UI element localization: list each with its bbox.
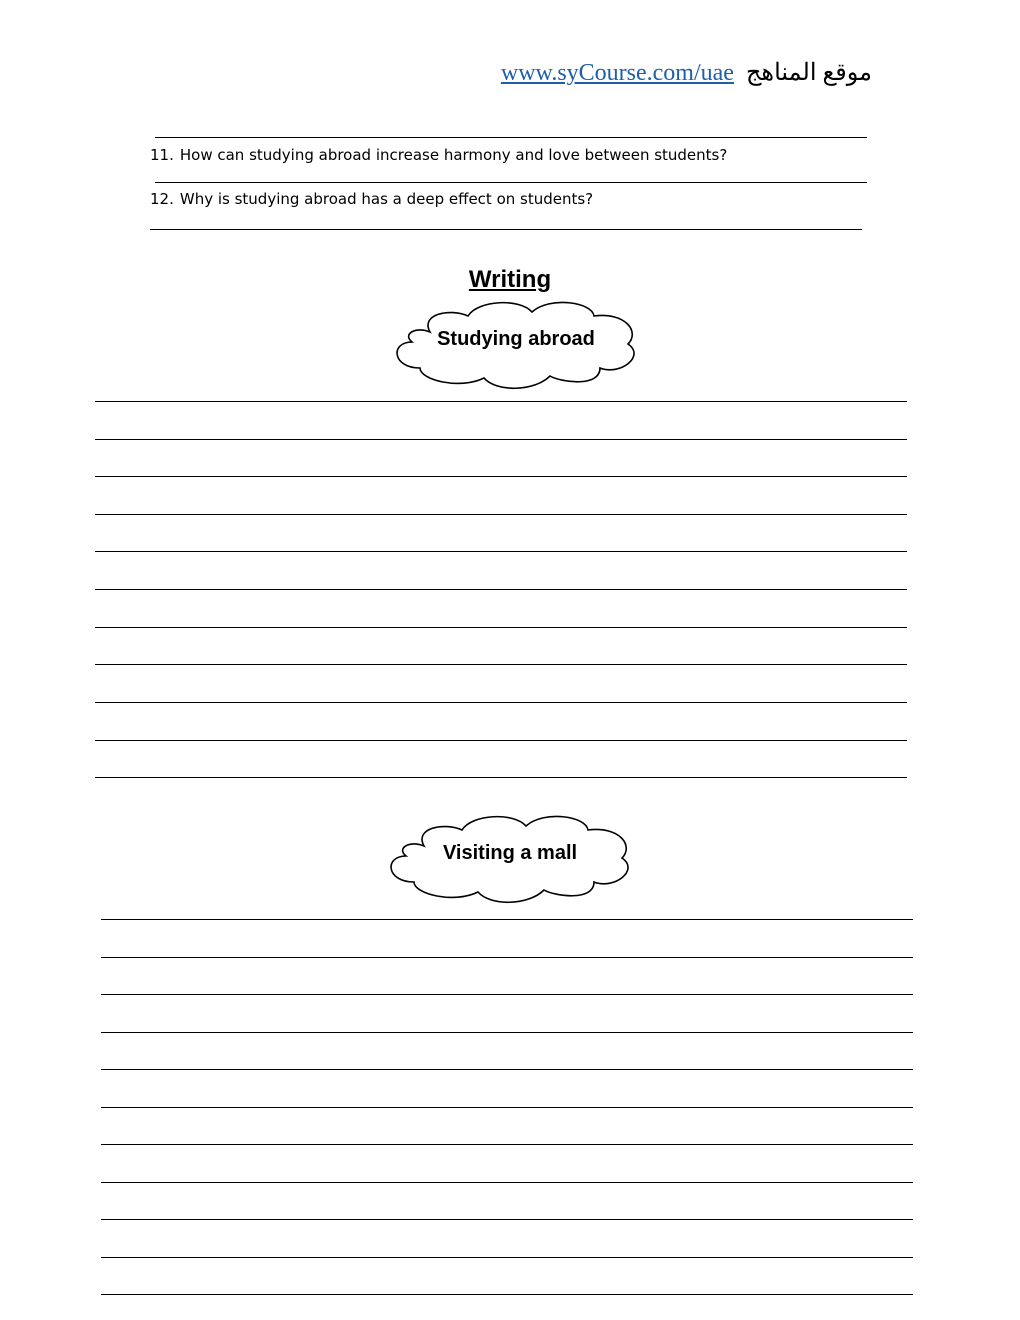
writing-line (101, 919, 913, 920)
writing-line (101, 1144, 913, 1145)
writing-line (101, 1182, 913, 1183)
site-link[interactable]: www.syCourse.com/uae (500, 60, 734, 86)
writing-line (101, 994, 913, 995)
writing-line (95, 476, 907, 477)
writing-line (95, 514, 907, 515)
site-header (501, 58, 872, 87)
writing-line (95, 664, 907, 665)
writing-line (95, 740, 907, 741)
writing-line (101, 1032, 913, 1033)
question-number: 11. (150, 146, 174, 164)
question-text: How can studying abroad increase harmony and love between students? (179, 146, 728, 164)
writing-line (101, 1257, 913, 1258)
writing-line (95, 439, 907, 440)
answer-line (155, 182, 867, 183)
writing-line (101, 1069, 913, 1070)
answer-line (150, 229, 862, 230)
writing-line (95, 589, 907, 590)
writing-line (95, 627, 907, 628)
writing-line (95, 551, 907, 552)
question-number: 12. (150, 190, 174, 208)
writing-line (95, 777, 907, 778)
writing-line (95, 401, 907, 402)
answer-line (155, 137, 867, 138)
writing-line (95, 702, 907, 703)
site-name-arabic: موقع المناهج (745, 60, 872, 86)
topic-cloud-visiting-a-mall (388, 810, 632, 904)
question-text: Why is studying abroad has a deep effect on students? (179, 190, 594, 208)
writing-line (101, 957, 913, 958)
writing-line (101, 1107, 913, 1108)
topic-cloud-studying-abroad (394, 296, 638, 390)
topic-label: Studying abroad (437, 328, 595, 350)
question-12 (150, 190, 593, 208)
writing-line (101, 1294, 913, 1295)
topic-label: Visiting a mall (442, 842, 578, 864)
question-11 (150, 146, 727, 164)
writing-line (101, 1219, 913, 1220)
writing-title: Writing (468, 266, 552, 293)
